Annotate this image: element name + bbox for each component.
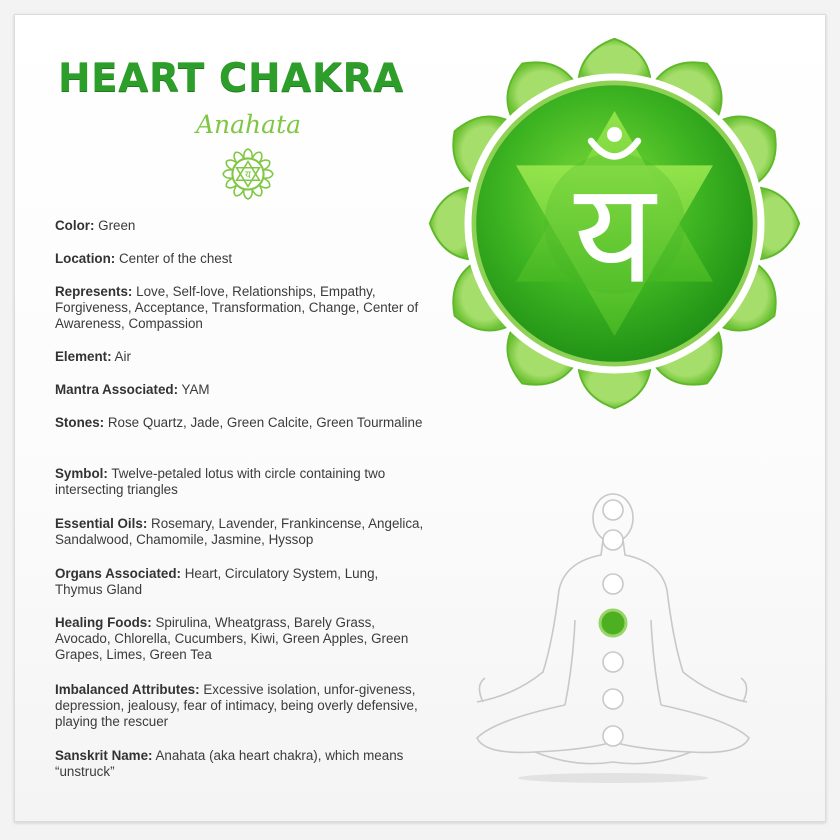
chakra-point bbox=[603, 500, 623, 520]
page-subtitle: Anahata bbox=[196, 110, 302, 139]
chakra-point bbox=[603, 530, 623, 550]
small-symbol-glyph: य bbox=[244, 169, 252, 182]
attribute-value: Air bbox=[114, 349, 131, 364]
attribute-label: Mantra Associated: bbox=[55, 382, 179, 397]
attribute-value: Rose Quartz, Jade, Green Calcite, Green Tourmaline bbox=[107, 415, 423, 430]
heart-chakra-point bbox=[600, 610, 626, 636]
attribute-represents bbox=[55, 284, 425, 332]
symbol-glyph: य bbox=[573, 151, 656, 316]
attribute-value: Rosemary, Lavender, Frankincense, Angelica, Sandalwood, Chamomile, Jasmine, Hyssop bbox=[55, 516, 424, 547]
attribute-imbalanced bbox=[55, 682, 425, 730]
attribute-label: Stones: bbox=[55, 415, 105, 430]
attribute-label: Sanskrit Name: bbox=[55, 748, 153, 763]
heart-chakra-small-icon bbox=[222, 148, 274, 200]
meditating-figure-illustration bbox=[455, 480, 765, 785]
attribute-value: Excessive isolation, unfor-giveness, depression, jealousy, fear of intimacy, being overly defensive, playing the rescuer bbox=[55, 682, 418, 729]
attribute-label: Represents: bbox=[55, 284, 133, 299]
attribute-element bbox=[55, 349, 425, 365]
attribute-value: Center of the chest bbox=[119, 251, 233, 266]
attribute-label: Imbalanced Attributes: bbox=[55, 682, 200, 697]
attribute-label: Symbol: bbox=[55, 466, 108, 481]
attribute-value: Love, Self-love, Relationships, Empathy, Forgiveness, Acceptance, Transformation, Change, Center of Awareness, Compassion bbox=[55, 284, 419, 331]
attribute-label: Color: bbox=[55, 218, 95, 233]
chakra-point bbox=[603, 726, 623, 746]
page-title: HEART CHAKRA bbox=[58, 56, 404, 101]
attribute-value: YAM bbox=[181, 382, 210, 397]
attribute-mantra bbox=[55, 382, 425, 398]
attribute-location bbox=[55, 251, 425, 267]
attribute-healing-foods bbox=[55, 615, 425, 663]
attribute-essential-oils bbox=[55, 516, 425, 548]
attribute-label: Location: bbox=[55, 251, 116, 266]
attribute-label: Organs Associated: bbox=[55, 566, 182, 581]
chakra-point bbox=[603, 574, 623, 594]
attribute-sanskrit-name bbox=[55, 748, 425, 780]
heart-chakra-symbol bbox=[427, 36, 802, 411]
attribute-color bbox=[55, 218, 425, 234]
attribute-value: Green bbox=[98, 218, 136, 233]
attribute-value: Spirulina, Wheatgrass, Barely Grass, Avocado, Chlorella, Cucumbers, Kiwi, Green Apples, Green Grapes, Limes, Green Tea bbox=[55, 615, 409, 662]
chakra-point bbox=[603, 689, 623, 709]
attribute-label: Essential Oils: bbox=[55, 516, 148, 531]
attribute-symbol bbox=[55, 466, 425, 498]
attribute-label: Healing Foods: bbox=[55, 615, 152, 630]
attribute-label: Element: bbox=[55, 349, 112, 364]
chakra-points bbox=[600, 500, 626, 746]
attribute-value: Heart, Circulatory System, Lung, Thymus Gland bbox=[55, 566, 379, 597]
chakra-point bbox=[603, 652, 623, 672]
attribute-organs bbox=[55, 566, 425, 598]
attribute-value: Anahata (aka heart chakra), which means “unstruck” bbox=[55, 748, 404, 779]
attribute-stones bbox=[55, 415, 425, 431]
attribute-value: Twelve-petaled lotus with circle containing two intersecting triangles bbox=[55, 466, 386, 497]
